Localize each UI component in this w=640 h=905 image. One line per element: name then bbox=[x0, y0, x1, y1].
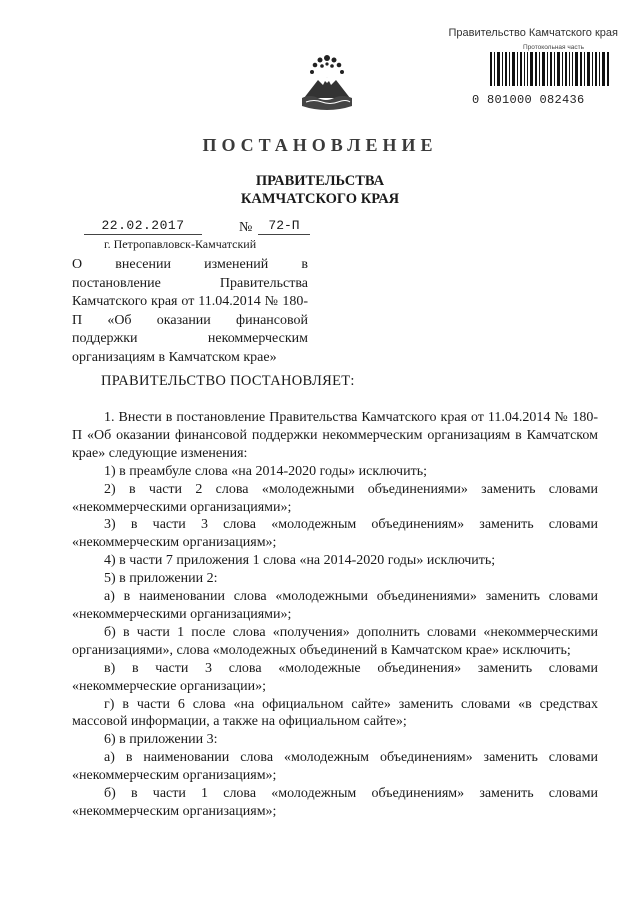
issuer-line-2: КАМЧАТСКОГО КРАЯ bbox=[240, 191, 400, 207]
barcode-caption: Протокольная часть bbox=[523, 44, 584, 51]
decree-heading: ПРАВИТЕЛЬСТВО ПОСТАНОВЛЯЕТ: bbox=[101, 373, 355, 389]
barcode-number: 0 801000 082436 bbox=[472, 93, 585, 107]
body-paragraph: 3) в части 3 слова «молодежным объединениям» заменить словами «некоммерческим организациям»; bbox=[72, 517, 598, 551]
organization-header: Правительство Камчатского края bbox=[448, 27, 618, 39]
kamchatka-emblem-icon bbox=[300, 50, 354, 110]
body-paragraph: а) в наименовании слова «молодежными объединениями» заменить словами «некоммерческими организациями»; bbox=[72, 589, 598, 622]
body-paragraph: в) в части 3 слова «молодежные объединения» заменить словами «некоммерческие организации»; bbox=[72, 660, 598, 694]
document-title: ПОСТАНОВЛЕНИЕ bbox=[202, 135, 438, 155]
body-paragraph: 5) в приложении 2: bbox=[104, 571, 218, 587]
issuer-line-1: ПРАВИТЕЛЬСТВА bbox=[255, 173, 385, 189]
body-paragraph: г) в части 6 слова «на официальном сайте» заменить словами «в средствах массовой информации, а также на официальном сайте»; bbox=[72, 696, 598, 730]
body-paragraph: а) в наименовании слова «молодежным объединениям» заменить словами «некоммерческим организациям»; bbox=[72, 750, 598, 784]
body-paragraph: б) в части 1 слова «молодежным объединениям» заменить словами «некоммерческим организациям»; bbox=[72, 786, 598, 819]
body-paragraph: 1. Внести в постановление Правительства Камчатского края от 11.04.2014 № 180-П «Об оказании финансовой поддержки некоммерческим организациям в Камчатском крае» следующие изменения: bbox=[72, 410, 598, 461]
barcode-icon bbox=[490, 52, 610, 86]
number-sign: № bbox=[239, 220, 253, 235]
body-paragraph: б) в части 1 после слова «получения» дополнить словами «некоммерческими организациями», слова «молодежных объединений в Камчатском крае» исключить; bbox=[72, 624, 598, 658]
document-city: г. Петропавловск-Камчатский bbox=[104, 237, 257, 251]
document-date: 22.02.2017 bbox=[84, 218, 202, 235]
body-paragraph: 2) в части 2 слова «молодежными объединениями» заменить словами «некоммерческими организациями»; bbox=[72, 481, 598, 515]
body-paragraph: 4) в части 7 приложения 1 слова «на 2014-2020 годы» исключить; bbox=[104, 553, 496, 569]
body-paragraph: 1) в преамбуле слова «на 2014-2020 годы» исключить; bbox=[104, 463, 427, 479]
document-body bbox=[72, 409, 598, 821]
issuer-block bbox=[0, 172, 640, 208]
body-paragraph: 6) в приложении 3: bbox=[104, 732, 218, 748]
barcode-block bbox=[472, 44, 617, 107]
document-number: 72-П bbox=[258, 218, 310, 235]
document-subject: О внесении изменений в постановление Правительства Камчатского края от 11.04.2014 № 180-П «Об оказании финансовой поддержки некоммерческим организациям в Камчатском крае» bbox=[72, 257, 308, 365]
